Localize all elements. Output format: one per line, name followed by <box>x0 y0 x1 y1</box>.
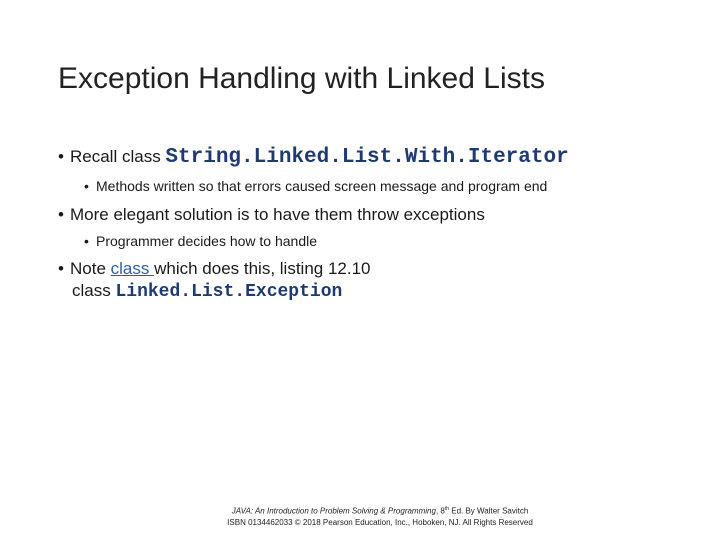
bullet-text: Recall class <box>70 147 166 166</box>
continuation-text: class <box>72 281 116 300</box>
bullet-recall-class <box>58 146 569 169</box>
code-class-name: String.Linked.List.With.Iterator <box>165 146 569 169</box>
bullet-elegant-solution <box>58 205 485 225</box>
footer-isbn-line: ISBN 0134462033 © 2018 Pearson Education, Inc., Hoboken, NJ. All Rights Reserved <box>227 518 533 527</box>
bullet-dot: • <box>58 205 64 224</box>
bullet-text: More elegant solution is to have them throw exceptions <box>70 205 485 224</box>
sub-bullet-programmer <box>84 233 317 249</box>
bullet-text: Programmer decides how to handle <box>96 233 318 249</box>
footer-book-line <box>20 506 720 516</box>
class-link[interactable]: class <box>110 259 155 278</box>
bullet-dot: • <box>58 259 64 278</box>
slide-title: Exception Handling with Linked Lists <box>58 62 545 95</box>
bullet-dot: • <box>84 178 89 194</box>
bullet-note-continuation <box>72 281 342 302</box>
bullet-dot: • <box>84 233 89 249</box>
bullet-text: Methods written so that errors caused screen message and program end <box>96 178 548 194</box>
bullet-text-post: which does this, listing 12.10 <box>154 259 371 278</box>
code-exception-class: Linked.List.Exception <box>115 282 343 302</box>
footer-edition-sep: , 8 <box>435 506 445 516</box>
sub-bullet-methods <box>84 178 547 194</box>
footer-book-title: JAVA: An Introduction to Problem Solving & Programming <box>231 506 436 516</box>
bullet-note-class <box>58 259 371 279</box>
bullet-text-pre: Note <box>70 259 111 278</box>
footer-edition-sup: th <box>444 506 450 512</box>
bullet-dot: • <box>58 147 64 166</box>
footer-edition-rest: Ed. By Walter Savitch <box>449 506 529 516</box>
